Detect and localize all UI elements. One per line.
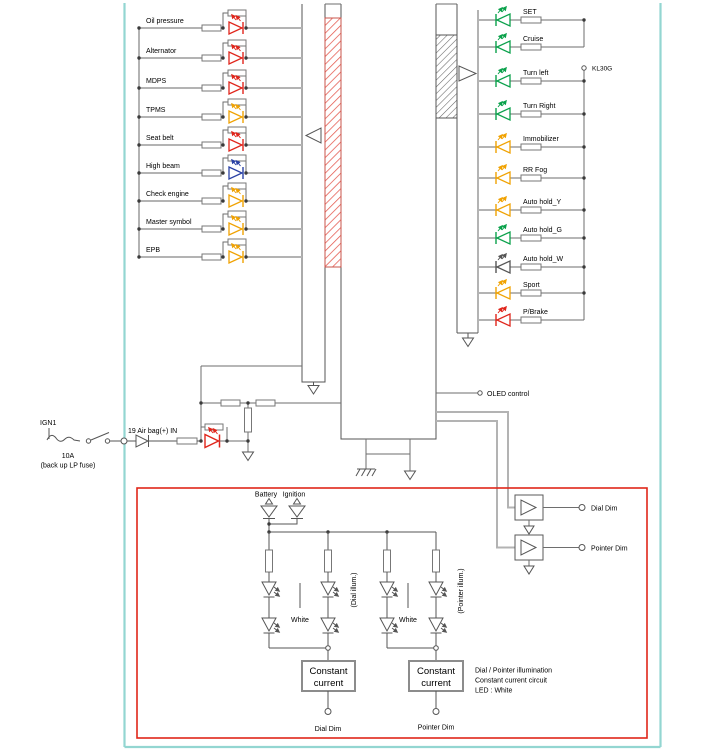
switch-contact	[86, 439, 90, 443]
led-icon	[496, 7, 510, 26]
indicator-label: Turn left	[523, 70, 549, 77]
terminal-circle	[579, 545, 585, 551]
indicator-label: TPMS	[146, 107, 166, 114]
svg-text:Constant current circuit: Constant current circuit	[475, 677, 547, 685]
led-icon	[496, 68, 510, 87]
pointer-dim-buffer	[515, 535, 628, 574]
driver-ic-block	[341, 4, 436, 439]
indicator-label: MDPS	[146, 78, 167, 85]
illum-branch-2	[321, 532, 338, 648]
diode-icon	[136, 435, 148, 447]
oled-control-output	[436, 391, 529, 398]
indicator-label: Auto hold_W	[523, 256, 564, 263]
indicator-label: RR Fog	[523, 167, 548, 174]
illum-branch-1	[262, 532, 279, 648]
dial-dim-label: Dial Dim	[591, 505, 618, 513]
kl30g-terminal	[582, 66, 612, 73]
left-column-block	[302, 4, 325, 394]
junction-circle	[434, 646, 439, 651]
ground-icon	[243, 452, 254, 461]
ign1-label: IGN1	[40, 420, 57, 427]
earth-ground-icon	[356, 469, 376, 476]
indicator-label: P/Brake	[523, 309, 548, 316]
terminal-circle	[579, 505, 585, 511]
led-icon	[229, 132, 243, 151]
white-led-label: White	[291, 617, 309, 624]
led-icon	[229, 15, 243, 34]
constant-current-block-2	[409, 650, 463, 732]
indicator-row-epb	[137, 239, 302, 263]
terminal-circle	[325, 709, 331, 715]
led-icon	[496, 254, 510, 273]
indicator-row-rr-fog	[478, 165, 586, 184]
indicator-row-auto-hold-y	[478, 197, 586, 216]
indicator-row-tpms	[137, 99, 302, 123]
fuse-rating-label: 10A	[61, 453, 75, 460]
indicator-row-set	[478, 7, 586, 26]
led-icon	[229, 216, 243, 235]
indicator-row-turn-left	[478, 68, 586, 87]
indicator-label: Check engine	[146, 191, 189, 198]
illumination-frame	[137, 488, 647, 738]
supply-arrow-icon	[294, 499, 301, 505]
led-icon	[496, 307, 510, 326]
junction-circle	[326, 646, 331, 651]
indicator-label: SET	[523, 9, 537, 16]
constant-current-block-1	[302, 650, 355, 733]
terminal-circle	[433, 709, 439, 715]
pointer-dim-terminal-label: Pointer Dim	[417, 724, 455, 732]
illumination-note	[475, 668, 552, 695]
kl30g-label: KL30G	[592, 65, 613, 73]
dial-dim-terminal-label: Dial Dim	[314, 726, 342, 733]
indicator-label: EPB	[146, 247, 161, 254]
right-column-block	[457, 10, 478, 347]
indicator-label: Auto hold_Y	[523, 199, 562, 206]
indicator-label: Oil pressure	[146, 18, 184, 25]
indicator-label: Seat belt	[146, 135, 174, 142]
fuse-icon	[47, 435, 80, 441]
indicator-row-check-engine	[137, 183, 302, 207]
ignition-label: Ignition	[282, 491, 306, 499]
indicator-row-sport	[478, 280, 586, 299]
indicator-label: Alternator	[146, 48, 177, 55]
switch-contact	[105, 439, 109, 443]
led-icon	[496, 101, 510, 120]
led-icon	[496, 280, 510, 299]
indicator-label: Turn Right	[523, 103, 556, 110]
indicator-row-oil-pressure	[137, 10, 302, 34]
ic-ground-pins	[356, 439, 416, 480]
pointer-illum-label: (Pointer illum.)	[458, 568, 465, 614]
illum-branch-3	[380, 532, 397, 648]
indicator-row-turn-right	[478, 101, 586, 120]
led-icon	[229, 104, 243, 123]
white-led-label: White	[399, 617, 417, 624]
terminal-circle	[582, 66, 586, 70]
led-icon	[229, 75, 243, 94]
right-indicator-bank	[478, 7, 586, 326]
ground-icon	[463, 338, 474, 347]
svg-text:LED : White: LED : White	[475, 687, 513, 695]
illum-branch-4	[429, 532, 446, 648]
indicator-label: High beam	[146, 163, 180, 170]
indicator-row-seat-belt	[137, 127, 302, 151]
oled-control-label: OLED control	[487, 391, 530, 398]
indicator-row-alternator	[137, 40, 302, 64]
black-hatch-connector	[436, 4, 457, 333]
right-driver-triangle-icon	[459, 66, 476, 81]
indicator-row-immobilizer	[478, 134, 586, 153]
indicator-row-auto-hold-g	[478, 225, 586, 244]
indicator-row-cruise	[478, 34, 584, 53]
led-icon	[229, 160, 243, 179]
led-icon	[229, 188, 243, 207]
dim-signal-wires	[436, 412, 515, 548]
indicator-label: Immobilizer	[523, 136, 559, 143]
connector-terminal	[121, 438, 127, 444]
pointer-dim-label: Pointer Dim	[591, 545, 628, 553]
illumination-annotations	[291, 568, 465, 624]
led-icon	[496, 225, 510, 244]
svg-text:Dial / Pointer illumination: Dial / Pointer illumination	[475, 667, 553, 675]
indicator-label: Auto hold_G	[523, 227, 562, 234]
battery-ignition-supply	[255, 492, 436, 551]
indicator-label: Master symbol	[146, 219, 192, 226]
terminal-circle	[478, 391, 482, 395]
supply-arrow-icon	[266, 499, 273, 505]
ground-icon	[524, 566, 534, 574]
svg-text:Constant: Constant	[416, 666, 456, 677]
svg-text:Constant: Constant	[309, 666, 348, 677]
svg-text:current: current	[313, 678, 344, 689]
ground-icon	[308, 386, 319, 395]
led-icon	[229, 244, 243, 263]
ground-icon	[405, 471, 416, 480]
led-icon	[496, 34, 510, 53]
dial-illum-label: (Dial illum.)	[351, 572, 358, 608]
diode-icon	[289, 506, 305, 517]
indicator-row-auto-hold-w	[478, 254, 586, 273]
led-icon	[496, 197, 510, 216]
red-hatch-connector	[325, 4, 341, 267]
indicator-row-mdps	[137, 70, 302, 94]
battery-label: Battery	[254, 491, 278, 499]
left-driver-triangle-icon	[306, 128, 321, 143]
led-icon	[496, 134, 510, 153]
led-icon	[496, 165, 510, 184]
indicator-row-master-symbol	[137, 211, 302, 235]
airbag-led-block	[199, 401, 249, 447]
indicator-row-p-brake	[478, 307, 584, 326]
fuse-note-label: (back up LP fuse)	[40, 462, 96, 470]
indicator-row-high-beam	[137, 155, 302, 179]
diode-icon	[261, 506, 277, 517]
dial-dim-buffer	[515, 495, 618, 534]
indicator-label: Cruise	[523, 36, 544, 43]
left-indicator-bank	[137, 10, 302, 263]
led-icon	[229, 45, 243, 64]
airbag-pin-label: 19 Air bag(+) IN	[128, 428, 178, 435]
airbag-input-chain	[40, 366, 341, 470]
svg-text:current: current	[421, 678, 451, 689]
indicator-label: Sport	[523, 282, 540, 289]
ground-icon	[524, 526, 534, 534]
